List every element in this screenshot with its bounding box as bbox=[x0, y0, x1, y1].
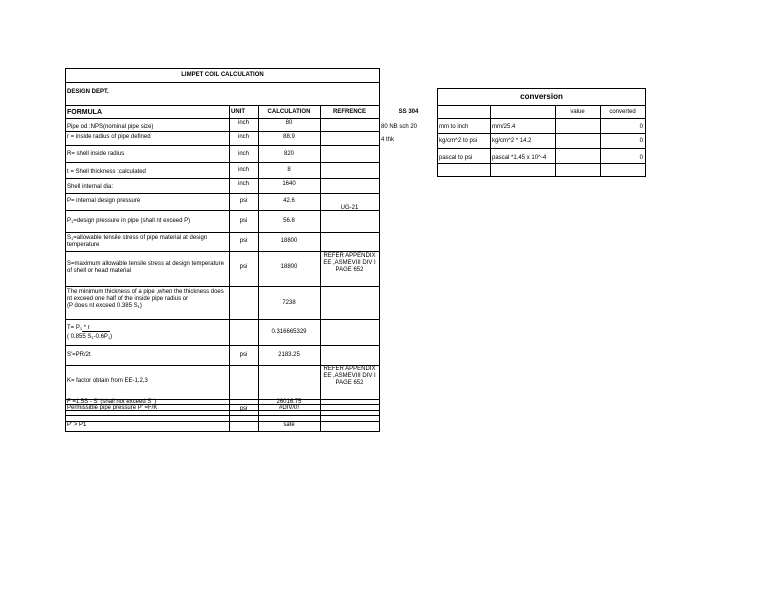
row-unit: psi bbox=[239, 198, 248, 204]
row-value: 8 bbox=[287, 167, 291, 173]
unit-header: UNIT bbox=[231, 109, 245, 115]
row-value: safe bbox=[283, 422, 295, 428]
conversion-formula: kg/cm^2 * 14.2 bbox=[492, 138, 532, 144]
converted-value: 0 bbox=[639, 138, 643, 144]
row-value: 18800 bbox=[280, 238, 298, 244]
row-label: Permissible pipe pressure P' =F/K bbox=[67, 405, 158, 411]
sheet-title: LIMPET COIL CALCULATION bbox=[181, 72, 264, 78]
row-unit: psi bbox=[239, 238, 248, 244]
row-label: P= internal design pressure bbox=[67, 198, 141, 204]
row-value: 2183.25 bbox=[278, 352, 300, 358]
row-unit: inch bbox=[237, 134, 249, 140]
row-label: S'=PR/2t bbox=[67, 352, 91, 358]
fraction-bar bbox=[82, 331, 110, 332]
row-value: 80 bbox=[285, 120, 293, 126]
row-value: 820 bbox=[283, 151, 294, 157]
converted-header: converted bbox=[609, 109, 636, 115]
row-label: R= shell inside radius bbox=[67, 151, 125, 157]
value-header: value bbox=[570, 109, 585, 115]
row-unit: inch bbox=[237, 167, 249, 173]
row-value: #DIV/0! bbox=[278, 405, 299, 411]
calculation-header: CALCULATION bbox=[267, 109, 311, 115]
row-unit: psi bbox=[239, 352, 248, 358]
row-label: Shell internal dia: bbox=[67, 184, 114, 190]
row-value: 26016.75 bbox=[276, 399, 302, 405]
thickness-formula-denominator: ( 0.855 $S_1-0.6P_1$) bbox=[67, 334, 113, 340]
row-value: 18800 bbox=[280, 264, 298, 270]
conversion-title: conversion bbox=[520, 92, 563, 101]
reference-cell: UG-21 bbox=[340, 205, 359, 211]
converted-value: 0 bbox=[639, 155, 643, 161]
conversion-from: pascal to psi bbox=[439, 155, 473, 161]
row-value: 7238 bbox=[282, 300, 296, 306]
row-unit: inch bbox=[237, 151, 249, 157]
row-unit: psi bbox=[239, 264, 248, 270]
row-unit: psi bbox=[239, 218, 248, 224]
formula-header: FORMULA bbox=[67, 109, 102, 116]
reference-cell: REFER APPENDIX EE ,ASMEVIII DIV I PAGE 652 bbox=[323, 366, 376, 386]
row-label: Pipe od :NPS(nominal pipe size) bbox=[67, 124, 154, 130]
row-label: S=maximum allowable tensile stress at design temperature of shell or head material bbox=[67, 261, 224, 274]
conversion-from: mm to inch bbox=[439, 124, 469, 130]
row-unit: psi bbox=[239, 406, 248, 412]
thickness-formula: $T= P_1 * r$ bbox=[67, 325, 90, 331]
row-value: 56.8 bbox=[283, 218, 295, 224]
conversion-formula: mm/25.4 bbox=[492, 124, 516, 130]
thickness-note: 4 thk bbox=[381, 137, 395, 143]
reference-cell: REFER APPENDIX EE ,ASMEVIII DIV I PAGE 652 bbox=[323, 253, 376, 273]
department-label: DESIGN DEPT. bbox=[67, 89, 109, 95]
reference-header: REFRENCE bbox=[332, 109, 366, 115]
conversion-from: kg/cm^2 to psi bbox=[439, 138, 478, 144]
conversion-formula: pascal *1.45 x 10^-4 bbox=[492, 155, 547, 161]
row-label: The minimum thickness of a pipe ,when the thickness does nt exceed one half of the inside pipe radius or (P does nt exceed 0.385 $S_1$) bbox=[67, 289, 224, 309]
row-label: K= factor obtain from EE-1,2,3 bbox=[67, 378, 148, 384]
row-unit: inch bbox=[237, 181, 249, 187]
row-value: 0.316665329 bbox=[271, 329, 307, 335]
row-label: r = inside radius of pipe defined bbox=[67, 134, 151, 140]
row-value: 88.9 bbox=[283, 134, 295, 140]
row-value: 1640 bbox=[282, 181, 296, 187]
row-value: 42.6 bbox=[283, 198, 295, 204]
pipe-size-note: 80 NB sch 20 bbox=[381, 124, 418, 130]
converted-value: 0 bbox=[639, 124, 643, 130]
row-label: $S_1=allowable$ tensile stress of pipe material at design temperature bbox=[67, 235, 208, 248]
row-label: F =1.5S - S' (shall not exceed S' ) bbox=[67, 399, 157, 405]
material-header: SS 304 bbox=[398, 109, 419, 115]
row-label: $P_1=design$ pressure in pipe (shall nt exceed P) bbox=[67, 218, 191, 224]
row-label: t = Shell thickness :calculated bbox=[67, 169, 146, 175]
row-unit: inch bbox=[237, 120, 249, 126]
row-label: P' > P1 bbox=[67, 422, 87, 428]
